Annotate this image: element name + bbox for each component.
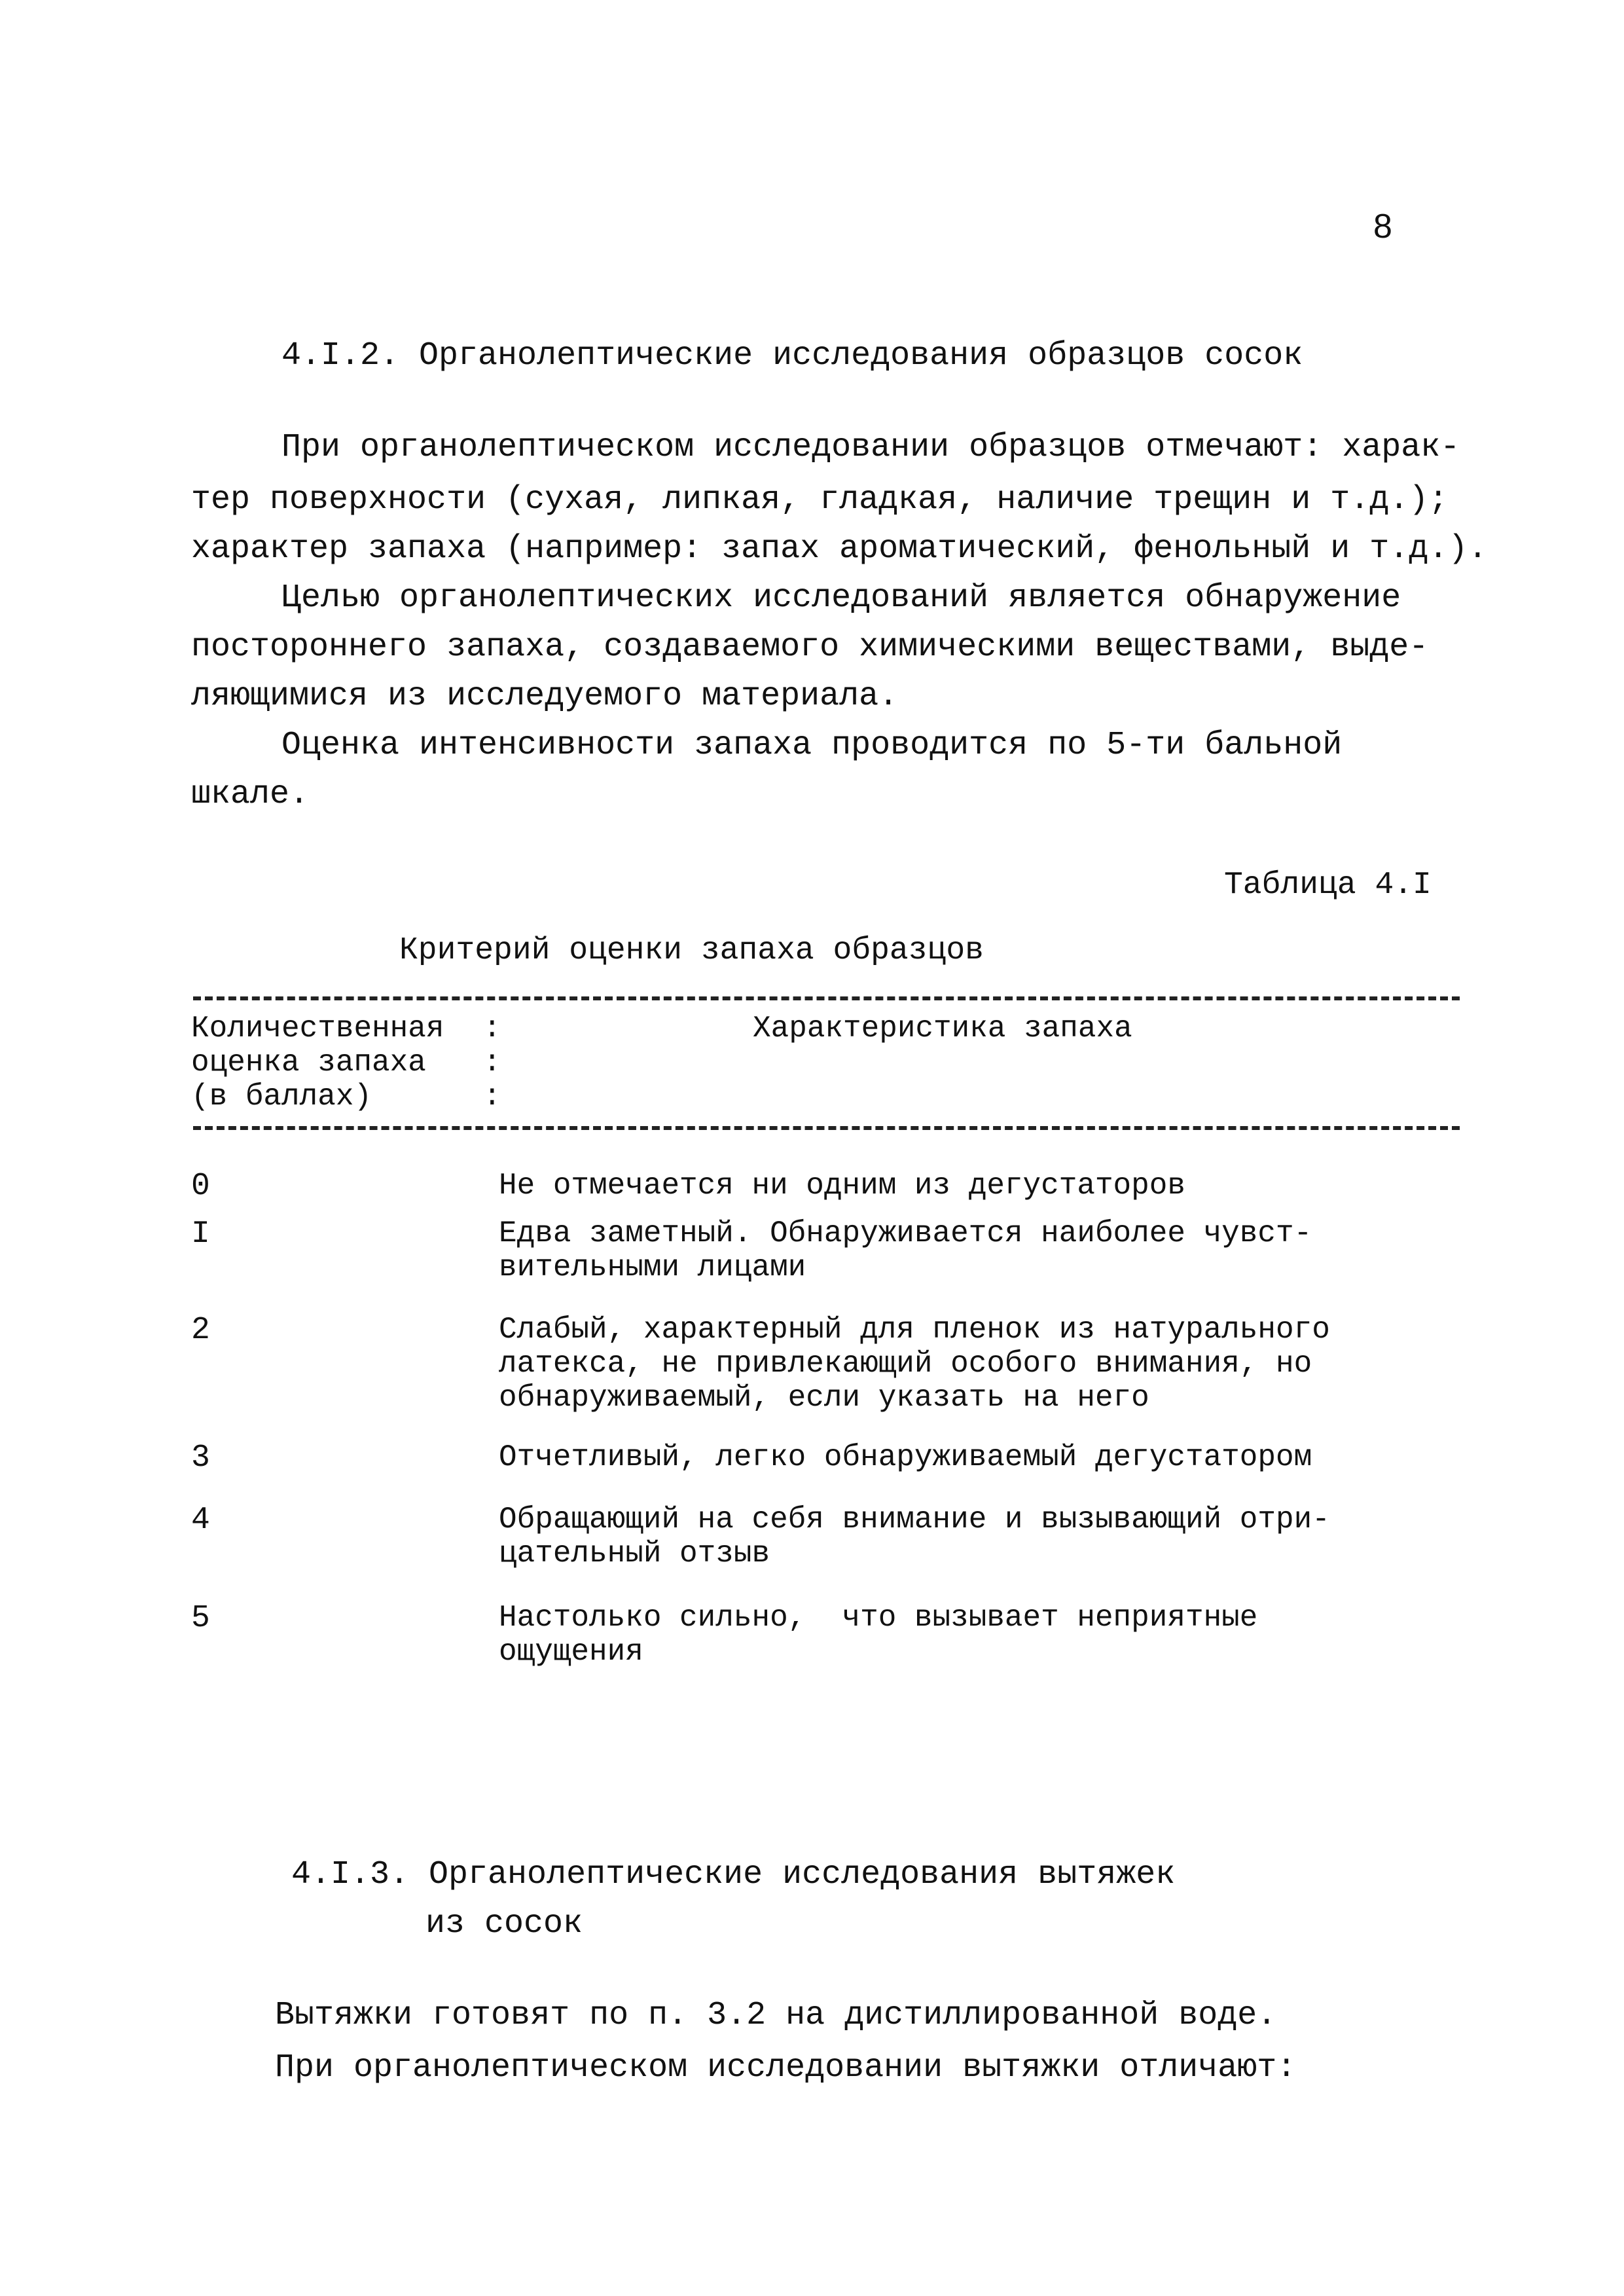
paragraph-line: тер поверхности (сухая, липкая, гладкая, наличие трещин и т.д.); — [191, 481, 1449, 519]
row-description: Обращающий на себя внимание и вызывающий отри- цательный отзыв — [499, 1503, 1330, 1571]
section-heading-412: 4.I.2. Органолептические исследования образцов сосок — [281, 337, 1303, 374]
row-description: Настолько сильно, что вызывает неприятные ощущения — [499, 1601, 1258, 1669]
header-score-line: оценка запаха — [191, 1046, 426, 1080]
paragraph-line: Вытяжки готовят по п. 3.2 на дистиллированной воде. — [275, 1997, 1277, 2034]
row-score: 3 — [191, 1440, 210, 1476]
header-description: Характеристика запаха — [753, 1011, 1132, 1046]
header-score-line: (в баллах) — [191, 1080, 372, 1114]
paragraph-line: ляющимися из исследуемого материала. — [191, 678, 899, 715]
section-heading-413: 4.I.3. Органолептические исследования вытяжек — [291, 1856, 1176, 1893]
paragraph-line: шкале. — [191, 776, 310, 813]
header-score-line: Количественная — [191, 1011, 444, 1046]
header-separator: : — [483, 1011, 501, 1046]
paragraph-line: Целью органолептических исследований является обнаружение — [281, 579, 1401, 617]
row-description: Слабый, характерный для пленок из натурального латекса, не привлекающий особого внимания, но обнаруживаемый, если указать на него — [499, 1313, 1330, 1415]
paragraph-line: При органолептическом исследовании образцов отмечают: харак- — [281, 429, 1460, 466]
row-description: Едва заметный. Обнаруживается наиболее чувст- вительными лицами — [499, 1216, 1312, 1285]
row-score: 5 — [191, 1601, 210, 1636]
paragraph-line: постороннего запаха, создаваемого химическими веществами, выде- — [191, 629, 1429, 666]
header-separator: : — [483, 1080, 501, 1114]
table-title: Критерий оценки запаха образцов — [399, 933, 984, 968]
section-heading-413-continued: из сосок — [425, 1905, 583, 1942]
table-caption: Таблица 4.I — [1224, 867, 1432, 903]
paragraph-line: Оценка интенсивности запаха проводится по 5-ти бальной — [281, 727, 1343, 764]
table-top-rule — [193, 996, 1460, 1000]
header-separator: : — [483, 1046, 501, 1080]
row-score: 4 — [191, 1503, 210, 1538]
paragraph-line: характер запаха (например: запах ароматический, фенольный и т.д.). — [191, 530, 1488, 568]
table-header-rule — [193, 1126, 1460, 1130]
row-description: Отчетливый, легко обнаруживаемый дегустатором — [499, 1440, 1312, 1474]
row-score: 0 — [191, 1169, 210, 1204]
paragraph-line: При органолептическом исследовании вытяжки отличают: — [275, 2049, 1297, 2086]
row-score: I — [191, 1216, 210, 1252]
page-number: 8 — [1373, 208, 1392, 246]
row-description: Не отмечается ни одним из дегустаторов — [499, 1169, 1185, 1203]
row-score: 2 — [191, 1313, 210, 1348]
